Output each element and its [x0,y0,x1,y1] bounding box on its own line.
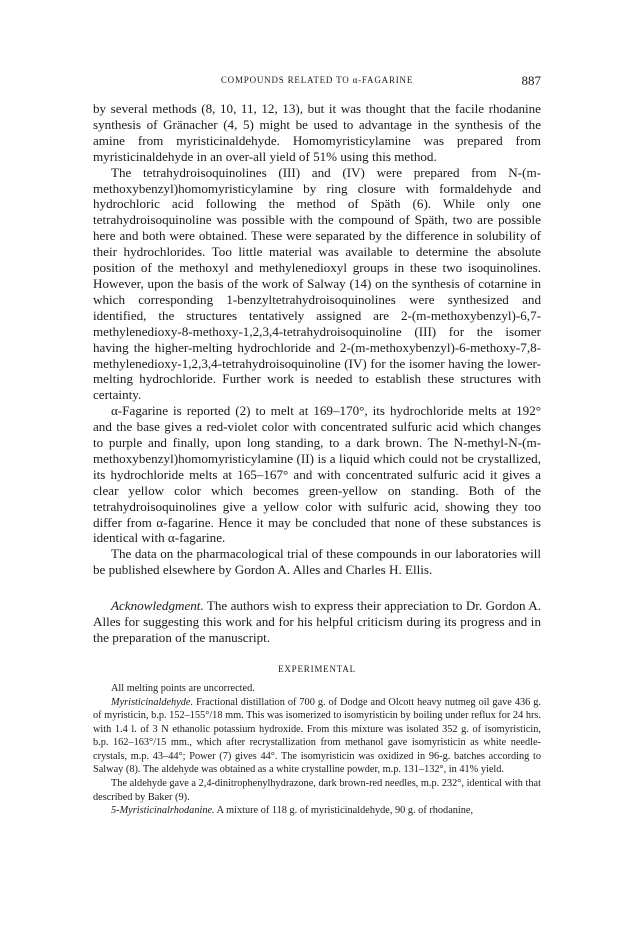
experimental-hydrazone: The aldehyde gave a 2,4-dinitrophenylhydrazone, dark brown-red needles, m.p. 232°, identical with that described by Baker (9). [93,778,541,803]
paragraph-pharmacology: The data on the pharmacological trial of these compounds in our laboratories will be published elsewhere by Gordon A. Alles and Charles H. Ellis. [93,546,541,578]
section-heading-experimental: EXPERIMENTAL [278,663,356,674]
experimental-rhodanine [93,804,541,818]
page-header [93,73,541,89]
page-number: 887 [521,73,541,88]
compound-label: Myristicinaldehyde. [111,696,194,708]
compound-label: 5-Myristicinalrhodanine. [111,805,215,817]
acknowledgment [93,598,541,646]
acknowledgment-label: Acknowledgment. [111,598,204,614]
acknowledgment-text: The authors wish to express their appreciation to Dr. Gordon A. Alles for suggesting this work and for his helpful criticism during its progress and in the preparation of the manuscript. [93,598,541,645]
running-title: COMPOUNDS RELATED TO α-FAGARINE [220,75,414,85]
article-body [93,101,541,818]
paragraph-fagarine: α-Fagarine is reported (2) to melt at 169–170°, its hydrochloride melts at 192° and the base gives a red-violet color with concentrated sulfuric acid which changes to purple and finally, upon long standing, to a dark brown. The N-methyl-N-(m-methoxybenzyl)homomyristicylamine (II) is a liquid which could not be crystallized, its hydrochloride melts at 165–167° and with concentrated sulfuric acid it gives a clear yellow color which becomes green-yellow on standing. Both of the tetrahydroisoquinolines give a yellow color with sulfuric acid, showing they too differ from α-fagarine. Hence it may be concluded that none of these substances is identical with α-fagarine. [93,403,541,546]
experimental-note: All melting points are uncorrected. [111,682,255,694]
procedure-text: A mixture of 118 g. of myristicinaldehyde, 90 g. of rhodanine, [214,805,474,817]
paragraph-tetrahydroisoquinolines: The tetrahydroisoquinolines (III) and (IV) were prepared from N-(m-methoxybenzyl)homomyristicylamine by ring closure with formaldehyde and hydrochloric acid following the method of Späth (6). While only one tetrahydroisoquinoline was possible with the compound of Späth, two are possible here and both were obtained. These were separated by the difference in solubility of their hydrochlorides. Too little material was available to determine the absolute position of the methoxyl and methylenedioxyl groups in these two isoquinolines. However, upon the basis of the work of Salway (14) on the synthesis of cotarnine in which corresponding 1-benzyltetrahydroisoquinolines were synthesized and identified, the structures tentatively assigned are 2-(m-methoxybenzyl)-6,7-methylenedioxy-8-methoxy-1,2,3,4-tetrahydroisoquinoline (III) for the isomer having the higher-melting hydrochloride and 2-(m-methoxybenzyl)-6-methoxy-7,8-methylenedioxy-1,2,3,4-tetrahydroisoquinoline (IV) for the isomer having the lower-melting hydrochloride. Further work is needed to establish these structures with certainty. [93,164,541,403]
paragraph-continuation: by several methods (8, 10, 11, 12, 13), but it was thought that the facile rhodanine synthesis of Gränacher (4, 5) might be used to advantage in the synthesis of the amine from myristicinaldehyde. Homomyristicylamine was prepared from myristicinaldehyde in an over-all yield of 51% using this method. [93,101,541,164]
experimental-myristicinaldehyde [93,696,541,778]
procedure-text: Fractional distillation of 700 g. of Dodge and Olcott heavy nutmeg oil gave 436 g. of myristicin, b.p. 152–155°/18 mm. This was isomerized to isomyristicin by boiling under reflux for 24 hrs. with 1.4 l. of 3 N ethanolic potassium hydroxide. From this mixture was isolated 352 g. of isomyristicin, b.p. 162–163°/15 mm., which after recrystallization from methanol gave isomyristicin as white needle-crystals, m.p. 43–44°; Power (7) gives 44°. The isomyristicin was oxidized in 96-g. batches according to Salway (8). The aldehyde was obtained as a white crystalline powder, m.p. 131–132°, in 41% yield. [93,696,541,776]
